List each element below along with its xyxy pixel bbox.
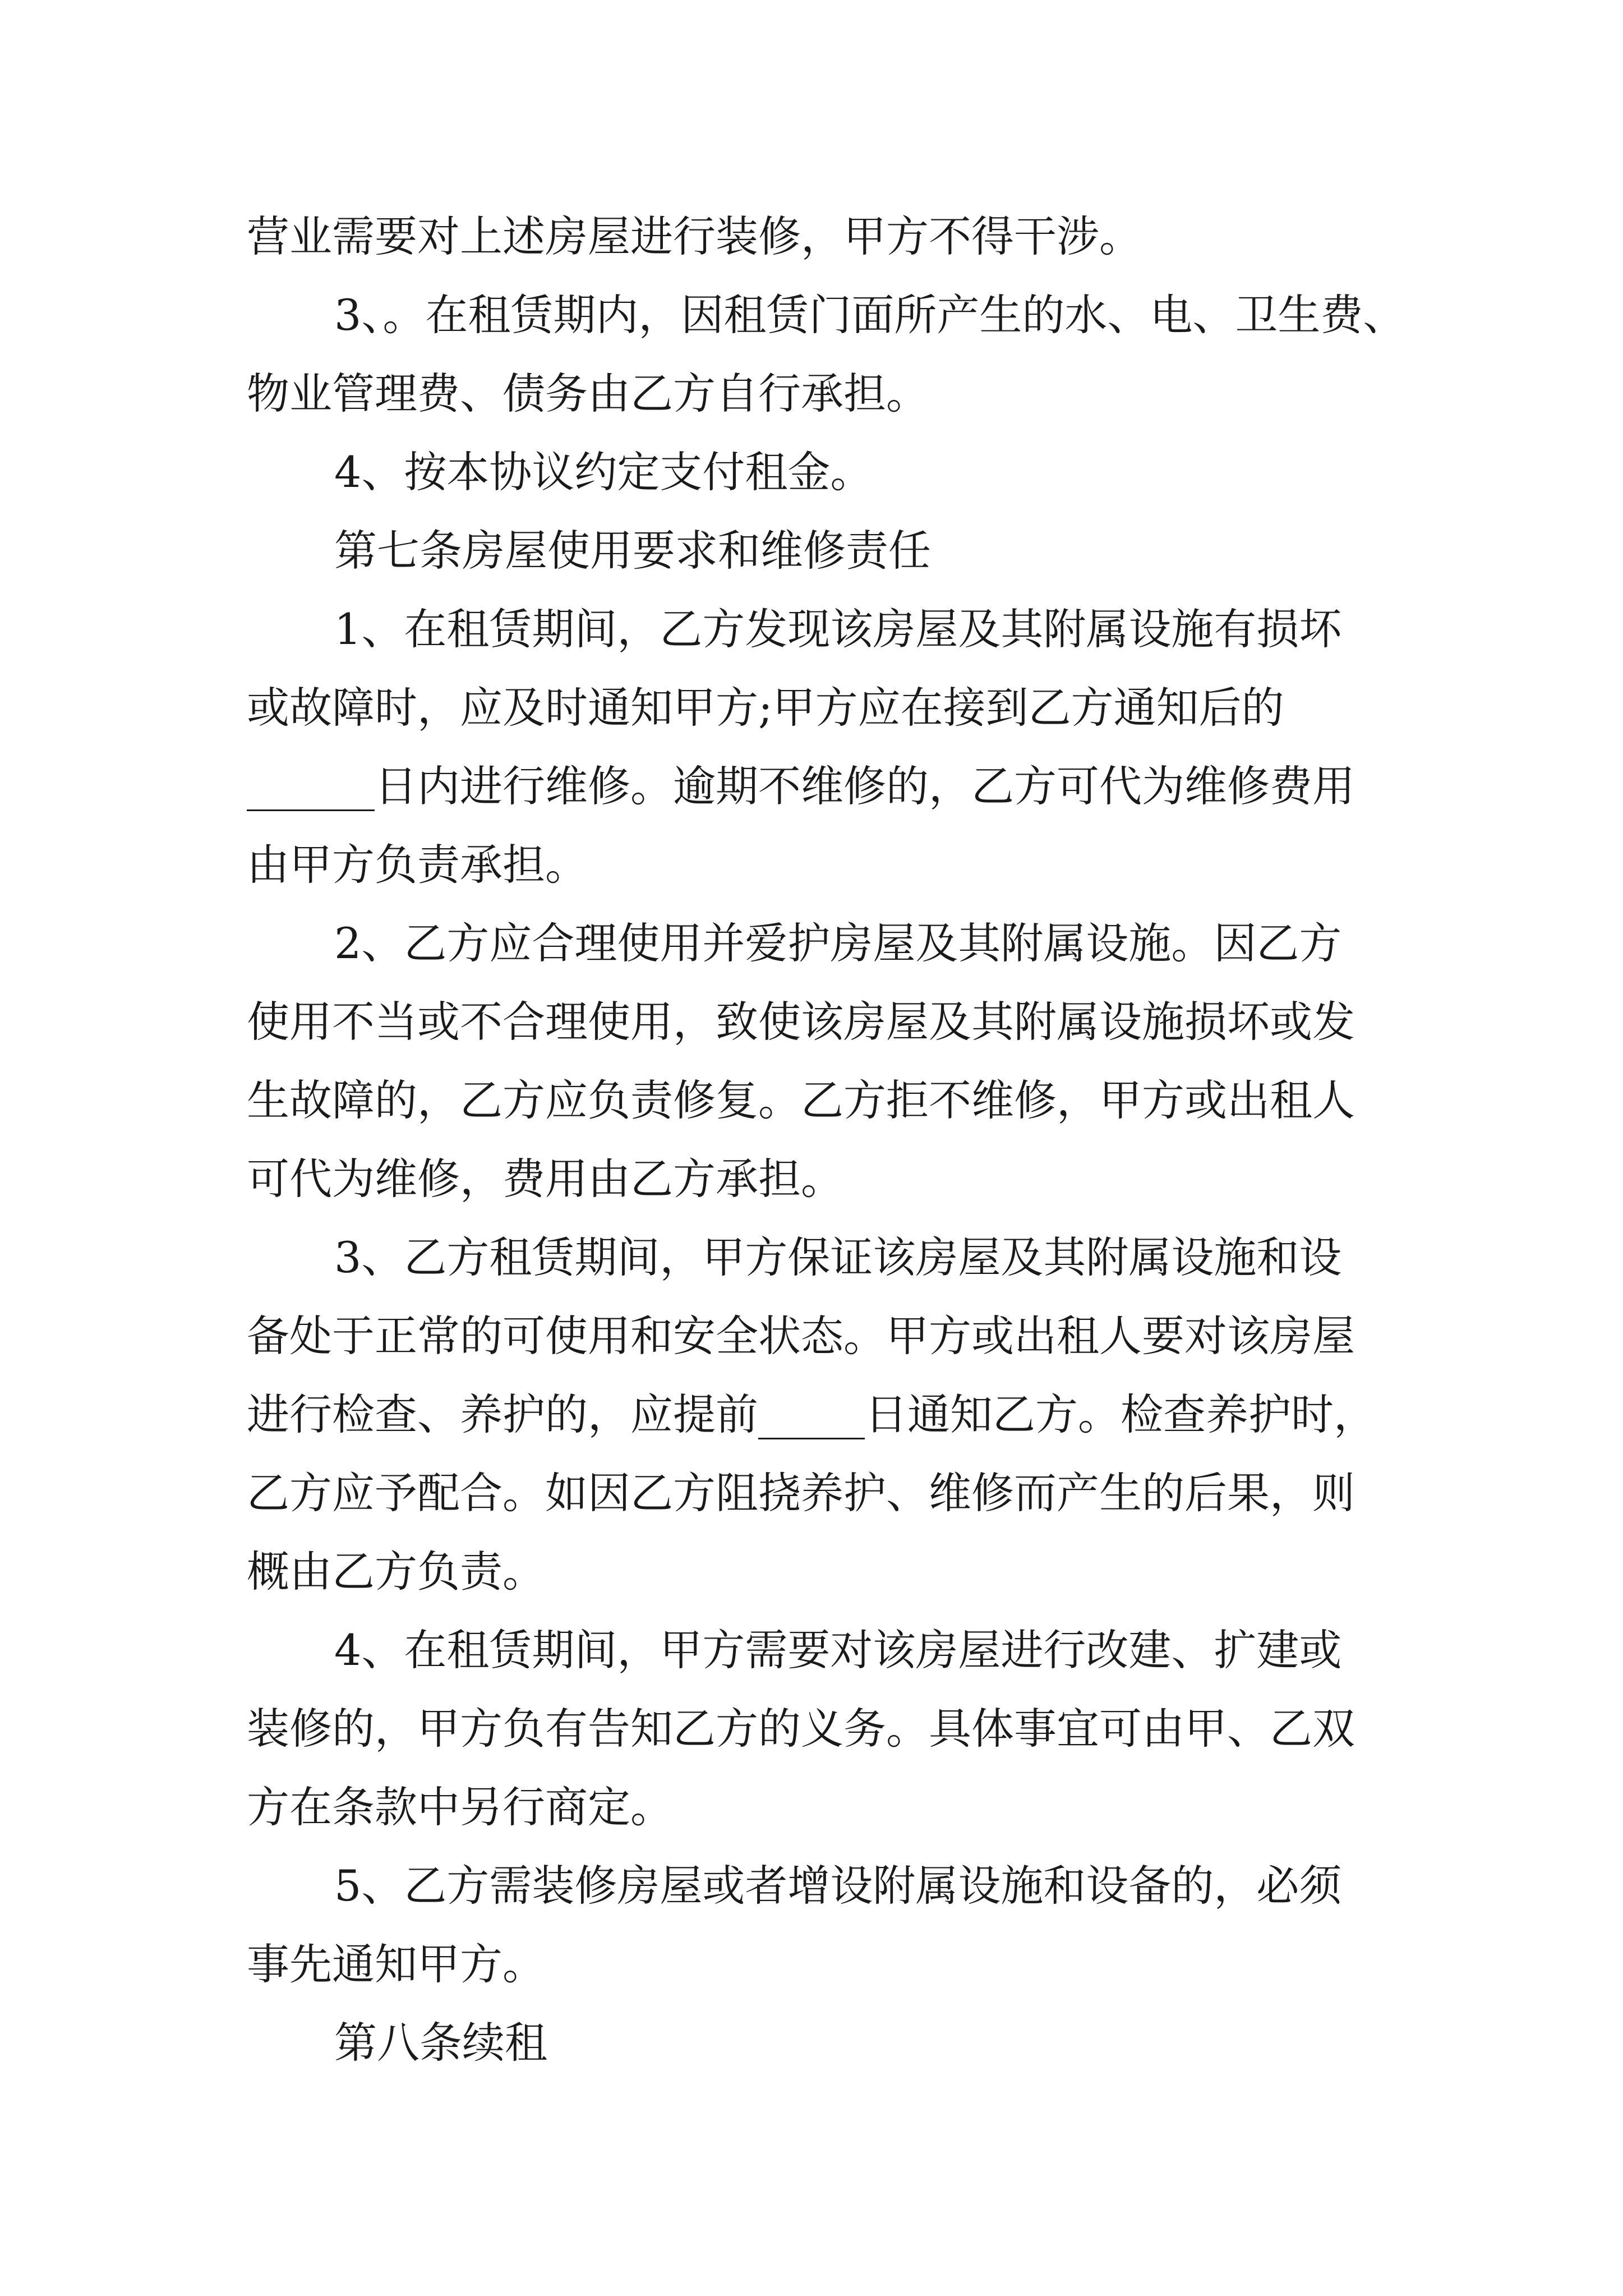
section-heading: 第八条续租: [334, 2018, 547, 2068]
text-line: 乙方应予配合。如因乙方阻挠养护、维修而产生的后果，则: [247, 1468, 1355, 1518]
text-line: 3、乙方租赁期间，甲方保证该房屋及其附属设施和设: [334, 1232, 1342, 1282]
text-line: 由甲方负责承担。: [247, 840, 588, 890]
text-line: 进行检查、养护的，应提前_____日通知乙方。检查养护时，: [247, 1389, 1376, 1439]
text-line: 物业管理费、债务由乙方自行承担。: [247, 369, 929, 418]
text-line: 营业需要对上述房屋进行装修，甲方不得干涉。: [247, 211, 1142, 261]
text-line: 3、。在租赁期内，因租赁门面所产生的水、电、卫生费、: [334, 290, 1406, 340]
text-line: 装修的，甲方负有告知乙方的义务。具体事宜可由甲、乙双: [247, 1704, 1355, 1754]
text-line: 概由乙方负责。: [247, 1547, 545, 1596]
text-line: 或故障时，应及时通知甲方;甲方应在接到乙方通知后的: [247, 683, 1284, 733]
text-line: ______日内进行维修。逾期不维修的，乙方可代为维修费用: [247, 761, 1355, 811]
text-line: 4、按本协议约定支付租金。: [334, 447, 873, 497]
text-line: 5、乙方需装修房屋或者增设附属设施和设备的，必须: [334, 1861, 1342, 1911]
text-line: 1、在租赁期间，乙方发现该房屋及其附属设施有损坏: [334, 604, 1342, 654]
section-heading: 第七条房屋使用要求和维修责任: [334, 526, 931, 576]
text-line: 2、乙方应合理使用并爱护房屋及其附属设施。因乙方: [334, 918, 1342, 968]
text-line: 生故障的，乙方应负责修复。乙方拒不维修，甲方或出租人: [247, 1075, 1355, 1125]
text-line: 方在条款中另行商定。: [247, 1782, 673, 1832]
text-line: 使用不当或不合理使用，致使该房屋及其附属设施损坏或发: [247, 997, 1355, 1047]
text-line: 备处于正常的可使用和安全状态。甲方或出租人要对该房屋: [247, 1311, 1355, 1361]
text-line: 4、在租赁期间，甲方需要对该房屋进行改建、扩建或: [334, 1625, 1342, 1675]
text-line: 事先通知甲方。: [247, 1939, 545, 1989]
text-line: 可代为维修，费用由乙方承担。: [247, 1154, 843, 1204]
